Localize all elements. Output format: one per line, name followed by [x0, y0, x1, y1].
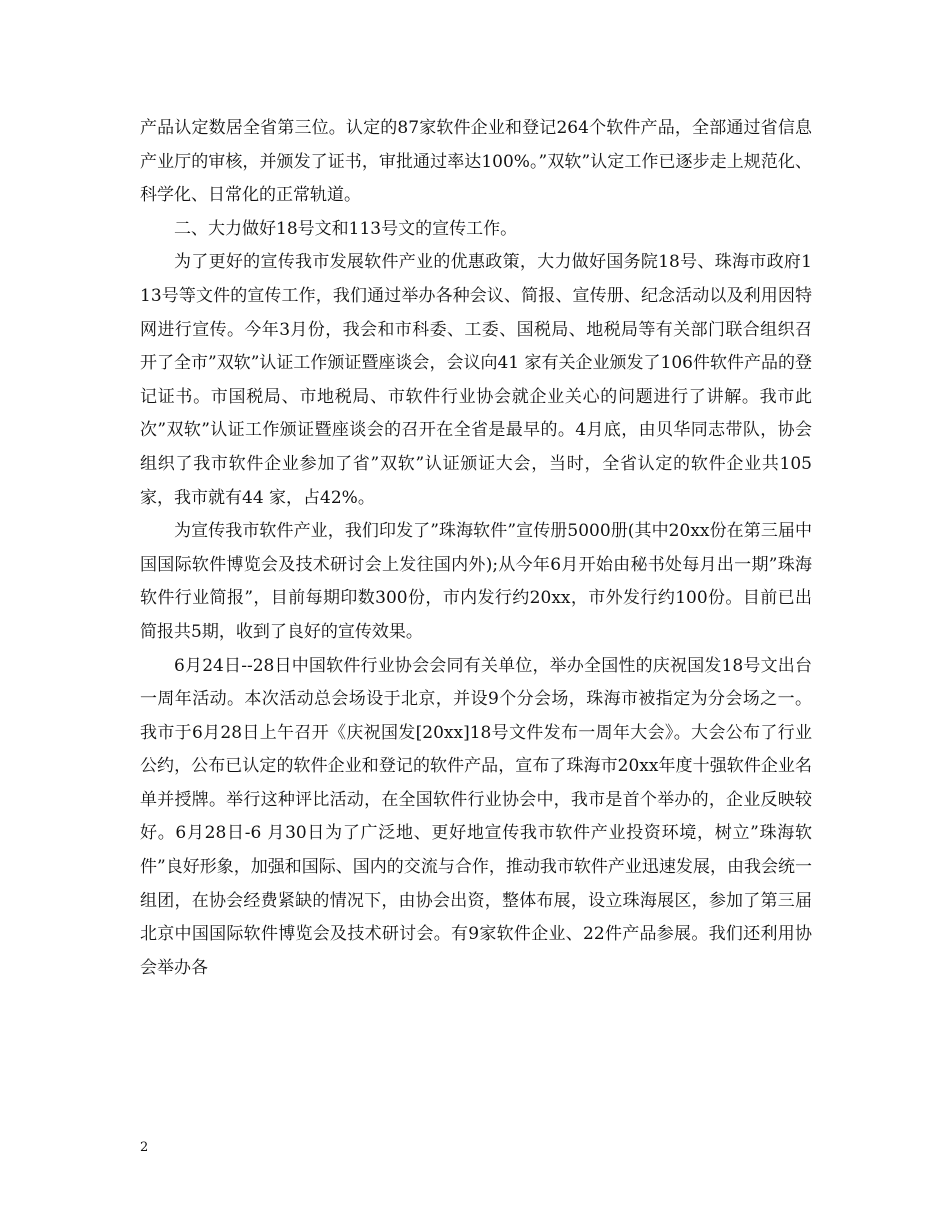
paragraph-2-section-heading: 二、大力做好18号文和113号文的宣传工作。 — [174, 218, 518, 239]
paragraph-1: 产品认定数居全省第三位。认定的87家软件企业和登记264个软件产品，全部通过省信息产业厅的审核，并颁发了证书，审批通过率达100%。”双软”认定工作已逐步走上规范化、科学化、日常化的正常轨道。 — [140, 118, 812, 206]
document-body — [140, 112, 812, 985]
paragraph-3: 为了更好的宣传我市发展软件产业的优惠政策，大力做好国务院18号、珠海市政府113号等文件的宣传工作，我们通过举办各种会议、简报、宣传册、纪念活动以及利用因特网进行宣传。今年3月份，我会和市科委、工委、国税局、地税局等有关部门联合组织召开了全市”双软”认证工作颁证暨座谈会，会议向41 家有关企业颁发了106件软件产品的登记证书。市国税局、市地税局、市软件行业协会就企业关心的问题进行了讲解。我市此次”双软”认证工作颁证暨座谈会的召开在全省是最早的。4月底，由贝华同志带队，协会组织了我市软件企业参加了省”双软”认证颁证大会，当时，全省认定的软件企业共105家，我市就有44 家，占42%。 — [140, 252, 812, 508]
paragraph-4: 为宣传我市软件产业，我们印发了”珠海软件”宣传册5000册(其中20xx份在第三届中国国际软件博览会及技术研讨会上发往国内外);从今年6月开始由秘书处每月出一期”珠海软件行业简报”，目前每期印数300份，市内发行约20xx，市外发行约100份。目前已出简报共5期，收到了良好的宣传效果。 — [140, 521, 812, 642]
paragraph-5: 6月24日--28日中国软件行业协会会同有关单位，举办全国性的庆祝国发18号文出台一周年活动。本次活动总会场设于北京，并设9个分会场，珠海市被指定为分会场之一。我市于6月28日上午召开《庆祝国发[20xx]18号文件发布一周年大会》。大会公布了行业公约，公布已认定的软件企业和登记的软件产品，宣布了珠海市20xx年度十强软件企业名单并授牌。举行这种评比活动，在全国软件行业协会中，我市是首个举办的，企业反映较好。6月28日-6 月30日为了广泛地、更好地宣传我市软件产业投资环境，树立”珠海软件”良好形象，加强和国际、国内的交流与合作，推动我市软件产业迅速发展，由我会统一组团，在协会经费紧缺的情况下，由协会出资，整体布展，设立珠海展区，参加了第三届北京中国国际软件博览会及技术研讨会。有9家软件企业、22件产品参展。我们还利用协会举办各 — [140, 655, 812, 978]
page-number: 2 — [140, 1140, 149, 1155]
